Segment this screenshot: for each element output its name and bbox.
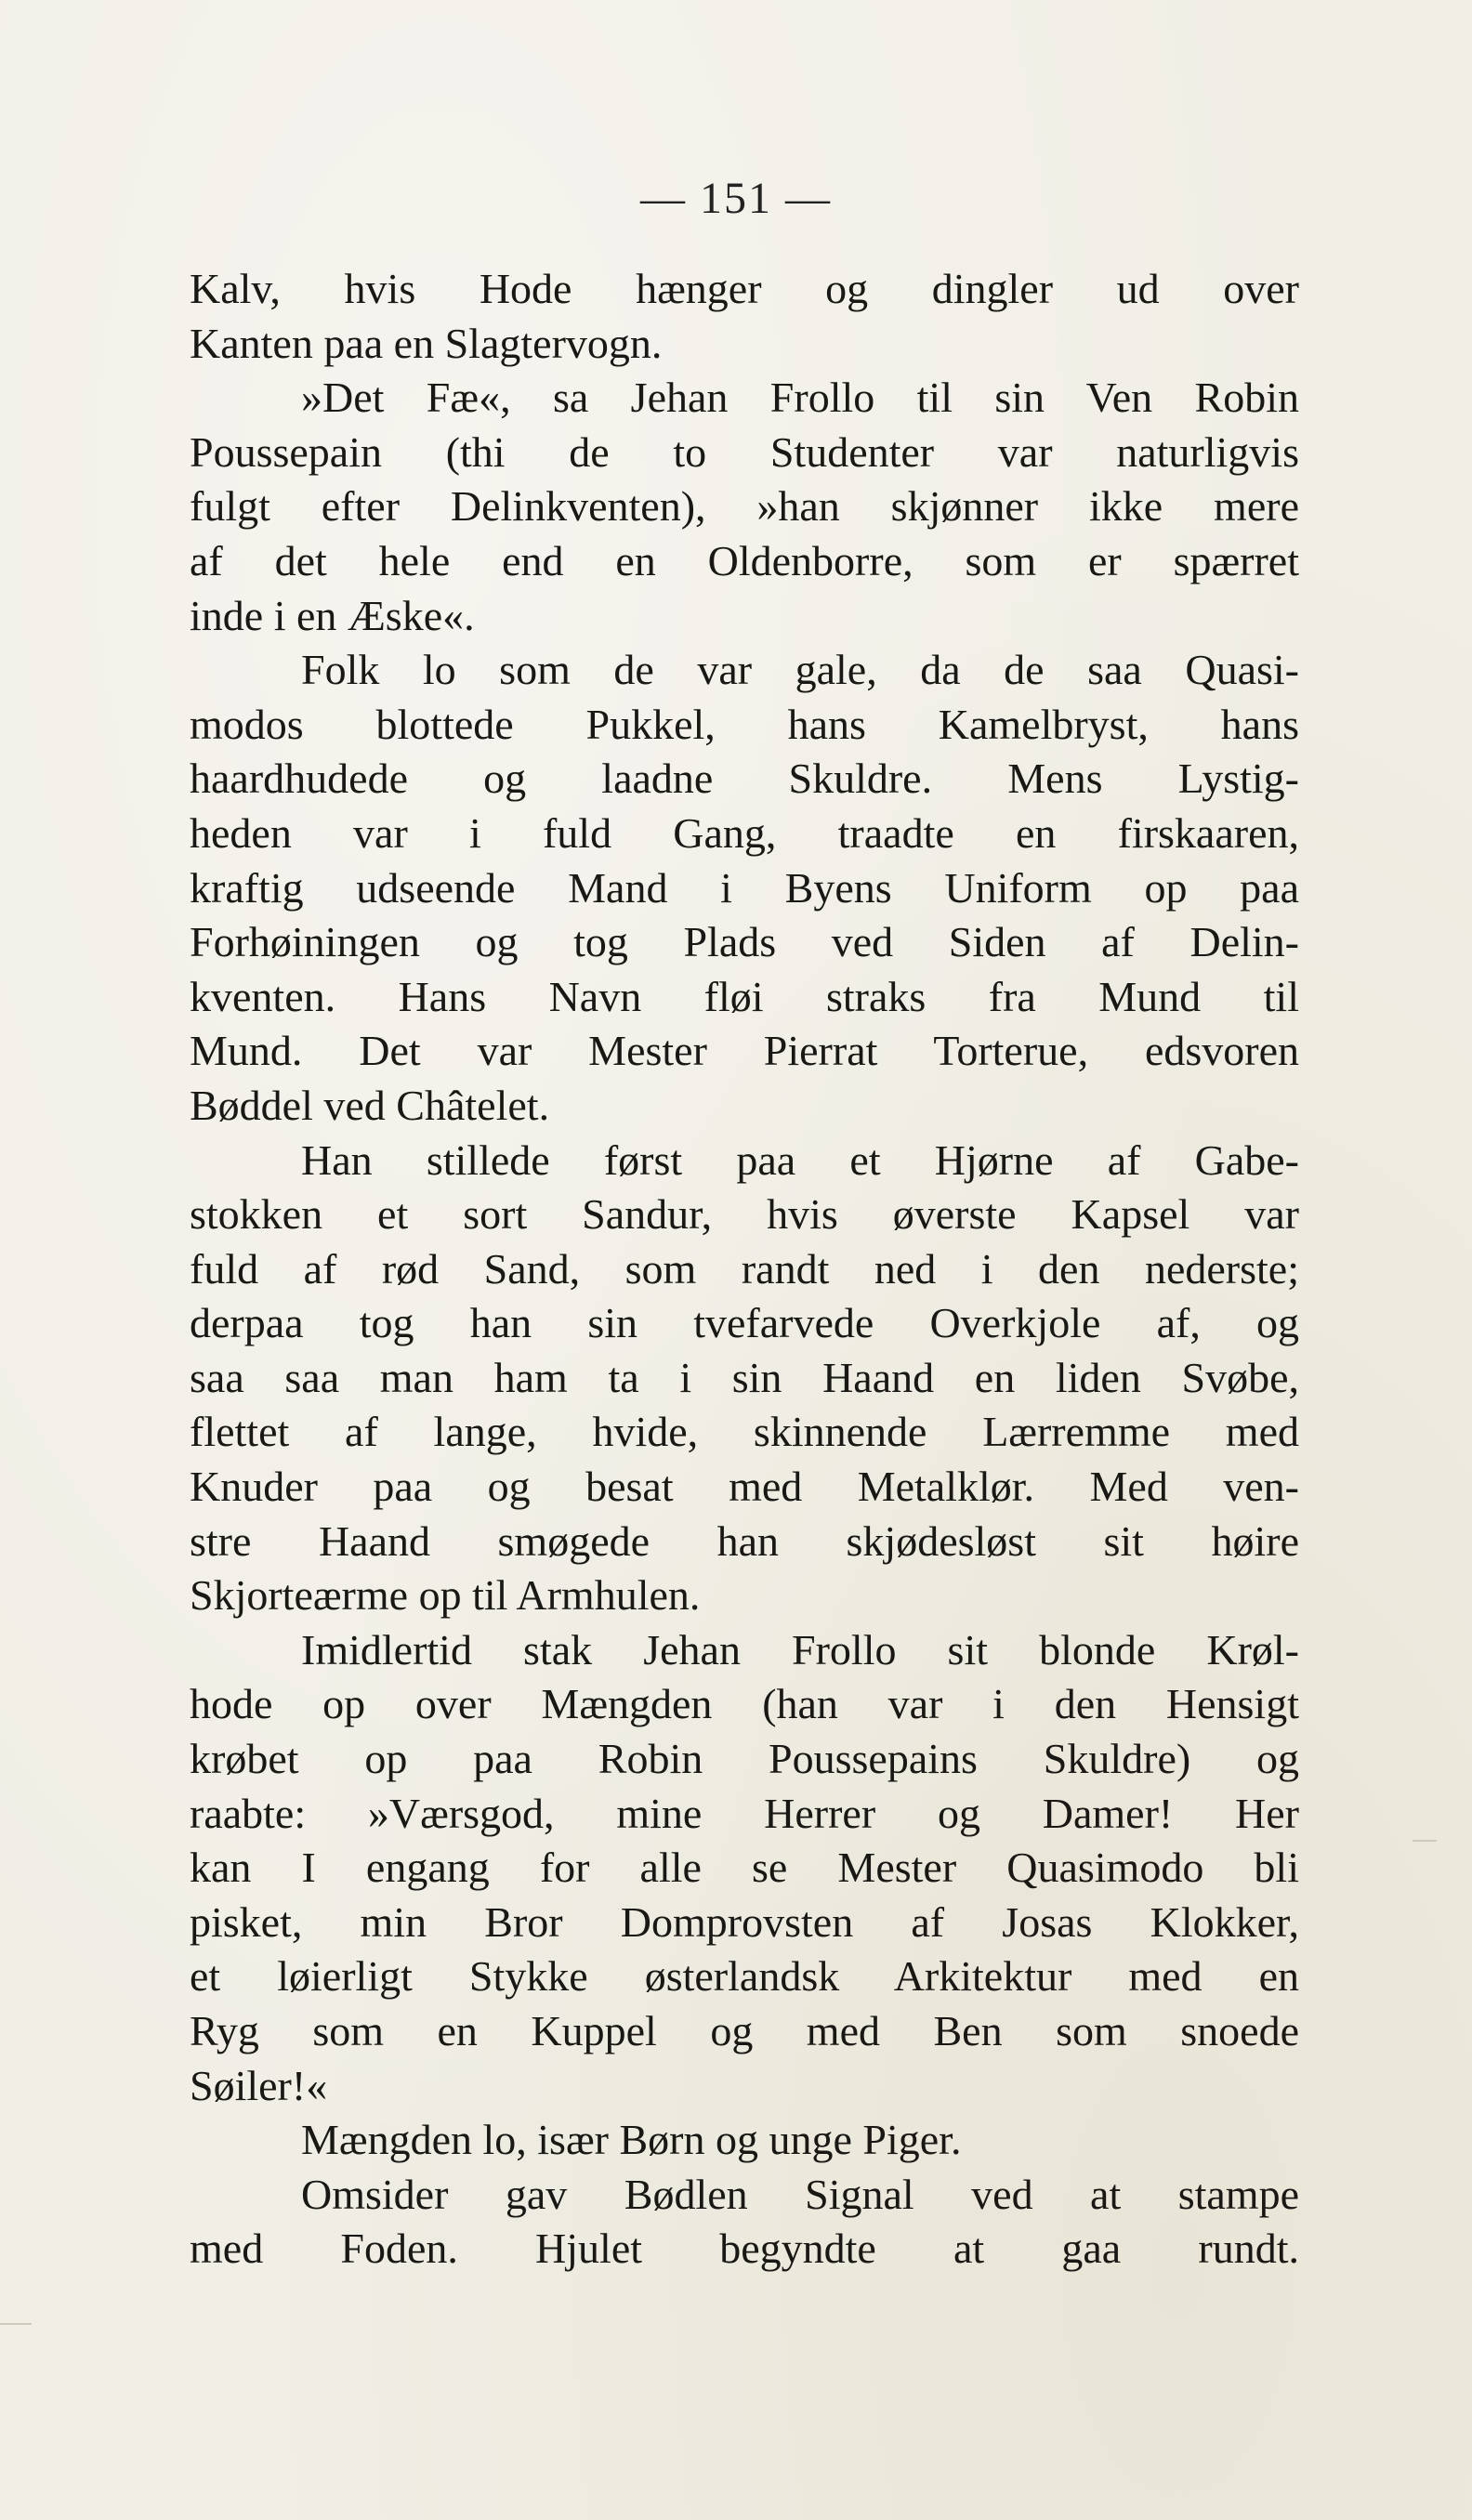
text-line: Kalv, hvis Hode hænger og dingler ud over bbox=[190, 265, 1299, 312]
page-number: — 151 — bbox=[640, 174, 832, 223]
text-line: flettet af lange, hvide, skinnende Lærremme med bbox=[190, 1408, 1299, 1456]
text-line: Omsider gav Bødlen Signal ved at stampe bbox=[301, 2170, 1299, 2218]
text-line: Imidlertid stak Jehan Frollo sit blonde Krøl- bbox=[301, 1625, 1299, 1673]
text-line: Knuder paa og besat med Metalklør. Med ven- bbox=[190, 1463, 1299, 1511]
text-line: Poussepain (thi de to Studenter var naturligvis bbox=[190, 427, 1299, 476]
text-line: pisket, min Bror Domprovsten af Josas Klokker, bbox=[190, 1897, 1299, 1946]
text-line: derpaa tog han sin tvefarvede Overkjole af, og bbox=[190, 1299, 1299, 1347]
text-line: Skjorteærme op til Armhulen. bbox=[190, 1571, 701, 1620]
text-line: saa saa man ham ta i sin Haand en liden Svøbe, bbox=[190, 1353, 1299, 1401]
text-line: inde i en Æske«. bbox=[190, 591, 475, 639]
text-line: fuld af rød Sand, som randt ned i den nederste; bbox=[190, 1244, 1299, 1293]
text-line: heden var i fuld Gang, traadte en firskaaren, bbox=[190, 808, 1299, 857]
text-line: stre Haand smøgede han skjødesløst sit høire bbox=[190, 1516, 1299, 1565]
text-line: »Det Fæ«, sa Jehan Frollo til sin Ven Robin bbox=[301, 374, 1299, 422]
body-text bbox=[190, 262, 1299, 2277]
text-line: modos blottede Pukkel, hans Kamelbryst, hans bbox=[190, 700, 1299, 748]
text-line: krøbet op paa Robin Poussepains Skuldre) og bbox=[190, 1735, 1299, 1783]
scan-speck bbox=[0, 2323, 32, 2325]
text-line: Søiler!« bbox=[190, 2061, 328, 2109]
text-line: hode op over Mængden (han var i den Hensigt bbox=[190, 1680, 1299, 1728]
text-line: Kanten paa en Slagtervogn. bbox=[190, 319, 663, 367]
text-line: Mund. Det var Mester Pierrat Torterue, edsvoren bbox=[190, 1027, 1299, 1075]
text-line: haardhudede og laadne Skuldre. Mens Lystig- bbox=[190, 755, 1299, 803]
text-line: kventen. Hans Navn fløi straks fra Mund til bbox=[190, 972, 1299, 1020]
text-line: kan I engang for alle se Mester Quasimodo bli bbox=[190, 1844, 1299, 1892]
text-line: Mængden lo, især Børn og unge Piger. bbox=[301, 2116, 962, 2164]
text-line: Ryg som en Kuppel og med Ben som snoede bbox=[190, 2007, 1299, 2054]
text-line: Folk lo som de var gale, da de saa Quasi- bbox=[301, 646, 1299, 694]
scan-speck bbox=[1413, 1840, 1437, 1842]
text-line: Forhøiningen og tog Plads ved Siden af Delin- bbox=[190, 918, 1299, 966]
text-line: raabte: »Værsgod, mine Herrer og Damer! Her bbox=[190, 1789, 1299, 1837]
text-line: fulgt efter Delinkventen), »han skjønner ikke mere bbox=[190, 482, 1299, 531]
text-line: Bøddel ved Châtelet. bbox=[190, 1081, 550, 1129]
text-line: af det hele end en Oldenborre, som er spærret bbox=[190, 536, 1299, 584]
text-line: stokken et sort Sandur, hvis øverste Kapsel var bbox=[190, 1190, 1299, 1239]
text-line: kraftig udseende Mand i Byens Uniform op paa bbox=[190, 863, 1299, 912]
text-line: Han stillede først paa et Hjørne af Gabe- bbox=[301, 1135, 1299, 1184]
text-line: et løierligt Stykke østerlandsk Arkitektur med en bbox=[190, 1952, 1299, 2001]
text-line: med Foden. Hjulet begyndte at gaa rundt. bbox=[190, 2225, 1299, 2273]
